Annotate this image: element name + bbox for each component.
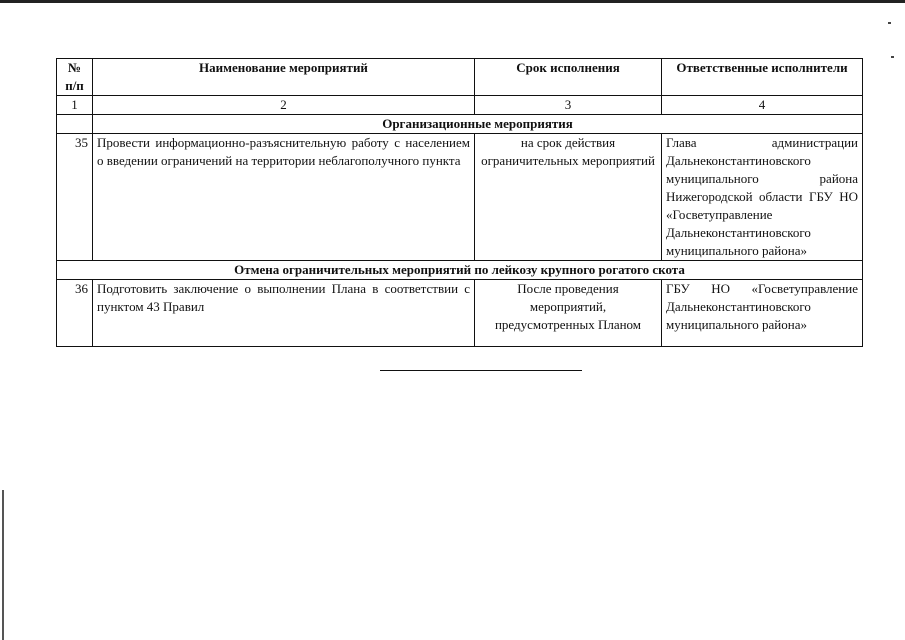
section-spacer	[57, 115, 93, 134]
scan-left-edge-mark	[2, 490, 4, 640]
row-responsible: ГБУ НО «Госветуправление Дальнеконстантиновского муниципального района»	[662, 280, 863, 347]
row-measure-name: Провести информационно-разъяснительную работу с населением о введении ограничений на территории неблагополучного пункта	[93, 134, 475, 261]
header-num: № п/п	[57, 59, 93, 96]
row-responsible: Глава администрации Дальнеконстантиновского муниципального района Нижегородской области ГБУ НО «Госветуправление Дальнеконстантиновского муниципального района»	[662, 134, 863, 261]
measures-table	[56, 58, 863, 347]
section-title: Отмена ограничительных мероприятий по лейкозу крупного рогатого скота	[57, 261, 863, 280]
header-row	[57, 59, 863, 96]
header-term: Срок исполнения	[475, 59, 662, 96]
row-number: 35	[57, 134, 93, 261]
section-row	[57, 261, 863, 280]
table-row	[57, 134, 863, 261]
section-title: Организационные мероприятия	[93, 115, 863, 134]
column-number-row	[57, 96, 863, 115]
header-name: Наименование мероприятий	[93, 59, 475, 96]
row-term: на срок действия ограничительных мероприятий	[475, 134, 662, 261]
scan-speck	[891, 56, 894, 58]
header-responsible: Ответственные исполнители	[662, 59, 863, 96]
row-term: После проведения мероприятий, предусмотренных Планом	[475, 280, 662, 347]
col-number: 1	[57, 96, 93, 115]
table-row	[57, 280, 863, 347]
col-number: 2	[93, 96, 475, 115]
col-number: 4	[662, 96, 863, 115]
col-number: 3	[475, 96, 662, 115]
end-separator-line	[380, 370, 582, 371]
row-number: 36	[57, 280, 93, 347]
scan-speck	[888, 22, 891, 24]
section-row	[57, 115, 863, 134]
scan-top-border	[0, 0, 905, 3]
row-measure-name: Подготовить заключение о выполнении Плана в соответствии с пунктом 43 Правил	[93, 280, 475, 347]
